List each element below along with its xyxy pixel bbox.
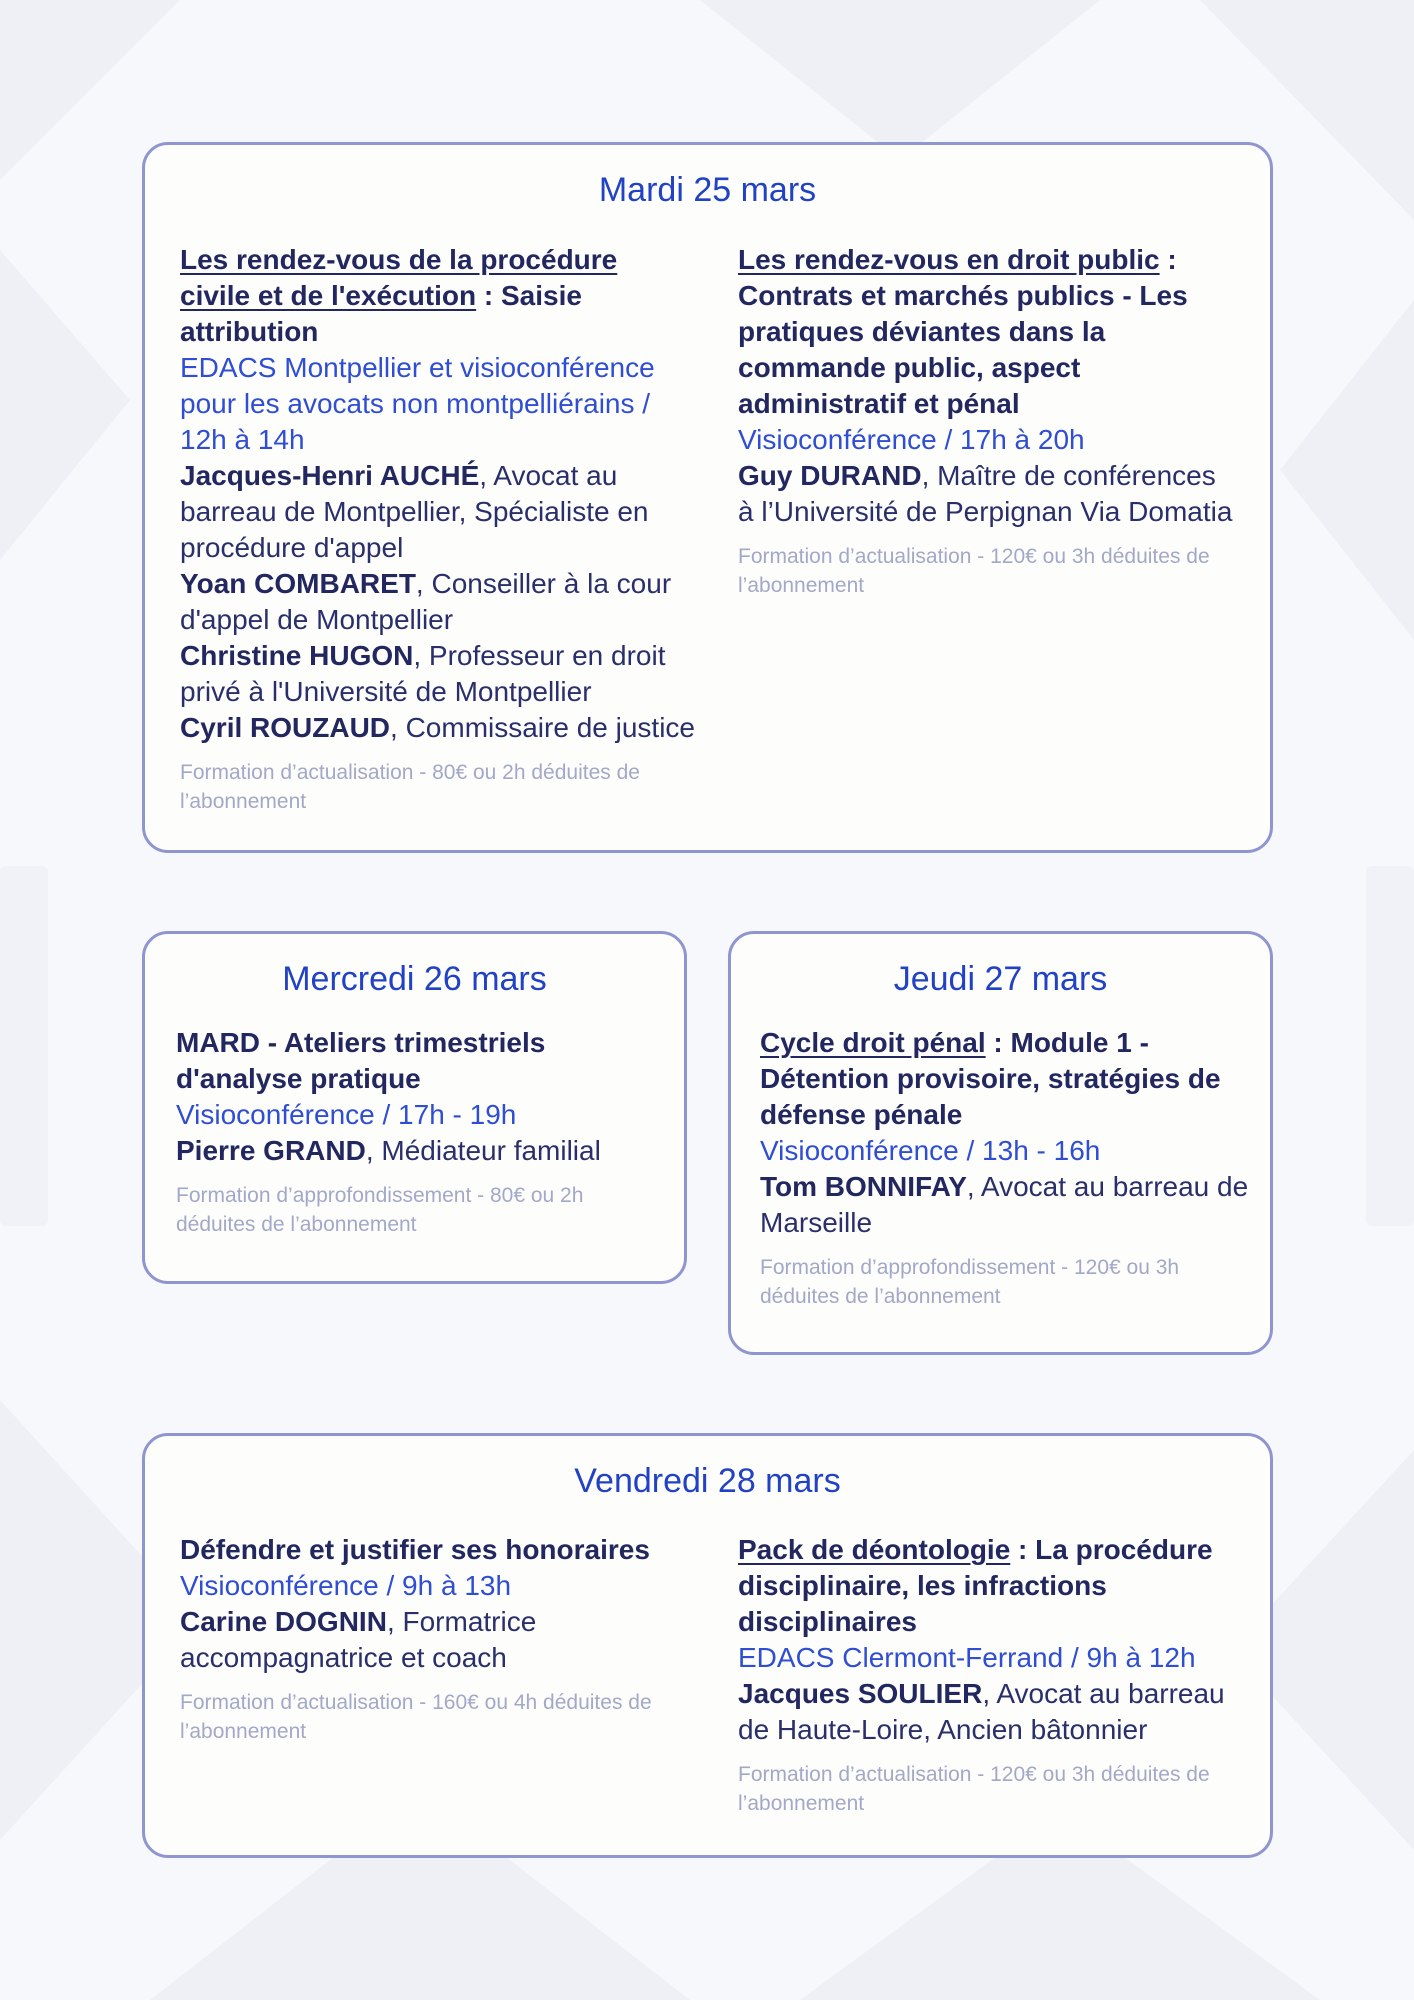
event-topic: : Contrats et marchés publics - Les pratiques déviantes dans la commande public, aspect administratif et pénal (738, 244, 1188, 419)
event-fee: Formation d’actualisation - 120€ ou 3h déduites de l’abonnement (738, 545, 1210, 597)
speaker-name: Carine DOGNIN (180, 1606, 387, 1637)
event-fee: Formation d’approfondissement - 80€ ou 2h déduites de l’abonnement (176, 1184, 584, 1236)
speaker-role: , Maître de conférences à l’Université de Perpignan Via Domatia (738, 460, 1233, 527)
event-fee: Formation d’actualisation - 80€ ou 2h déduites de l’abonnement (180, 761, 640, 813)
speaker-name: Guy DURAND (738, 460, 922, 491)
event-droit-public (738, 242, 1238, 600)
speaker-name: Jacques SOULIER (738, 1678, 983, 1709)
day-card-mardi (142, 142, 1273, 853)
speaker-role: , Formatrice accompagnatrice et coach (180, 1606, 537, 1673)
speaker-role: , Avocat au barreau de Haute-Loire, Ancien bâtonnier (738, 1678, 1225, 1745)
speaker-name: Jacques-Henri AUCHÉ (180, 460, 480, 491)
event-location-time: EDACS Montpellier et visioconférence pour les avocats non montpelliérains / 12h à 14h (180, 352, 655, 455)
event-location-time: Visioconférence / 17h à 20h (738, 424, 1085, 455)
speaker-name: Cyril ROUZAUD (180, 712, 391, 743)
event-droit-penal (760, 1025, 1255, 1311)
event-location-time: EDACS Clermont-Ferrand / 9h à 12h (738, 1642, 1196, 1673)
event-deontologie (738, 1532, 1238, 1818)
event-honoraires (180, 1532, 690, 1746)
event-mard (176, 1025, 666, 1239)
event-topic: Défendre et justifier ses honoraires (180, 1534, 650, 1565)
event-program-link[interactable]: Les rendez-vous de la procédure civile et de l'exécution (180, 244, 618, 311)
event-program-link[interactable]: Pack de déontologie (738, 1534, 1011, 1565)
event-program-link[interactable]: Cycle droit pénal (760, 1027, 986, 1058)
speaker-role: , Avocat au barreau de Montpellier, Spécialiste en procédure d'appel (180, 460, 649, 563)
speaker-role: , Conseiller à la cour d'appel de Montpellier (180, 568, 672, 635)
event-fee: Formation d’actualisation - 120€ ou 3h déduites de l’abonnement (738, 1763, 1210, 1815)
event-topic: : Module 1 - Détention provisoire, stratégies de défense pénale (760, 1027, 1221, 1130)
event-fee: Formation d’actualisation - 160€ ou 4h déduites de l’abonnement (180, 1691, 652, 1743)
day-card-vendredi (142, 1433, 1273, 1858)
day-card-mercredi (142, 931, 687, 1284)
speaker-name: Yoan COMBARET (180, 568, 416, 599)
day-title: Mardi 25 mars (598, 171, 817, 209)
day-card-jeudi (728, 931, 1273, 1355)
speaker-role: , Professeur en droit privé à l'Université de Montpellier (180, 640, 666, 707)
day-title: Vendredi 28 mars (574, 1462, 841, 1500)
event-fee: Formation d’approfondissement - 120€ ou 3h déduites de l’abonnement (760, 1256, 1180, 1308)
event-topic: : Saisie attribution (180, 280, 582, 347)
day-title: Mercredi 26 mars (282, 960, 547, 998)
event-location-time: Visioconférence / 9h à 13h (180, 1570, 512, 1601)
speaker-role: , Médiateur familial (365, 1135, 601, 1166)
speaker-name: Pierre GRAND (176, 1135, 366, 1166)
event-topic: MARD - Ateliers trimestriels d'analyse pratique (176, 1027, 546, 1094)
event-location-time: Visioconférence / 17h - 19h (176, 1099, 517, 1130)
speaker-role: , Avocat au barreau de Marseille (760, 1171, 1249, 1238)
event-procedure-civile (180, 242, 695, 816)
speaker-name: Christine HUGON (180, 640, 414, 671)
event-program-link[interactable]: Les rendez-vous en droit public (738, 244, 1160, 275)
event-location-time: Visioconférence / 13h - 16h (760, 1135, 1101, 1166)
speaker-role: , Commissaire de justice (390, 712, 695, 743)
event-topic: : La procédure disciplinaire, les infractions disciplinaires (738, 1534, 1213, 1637)
speaker-name: Tom BONNIFAY (760, 1171, 967, 1202)
day-title: Jeudi 27 mars (893, 960, 1108, 998)
